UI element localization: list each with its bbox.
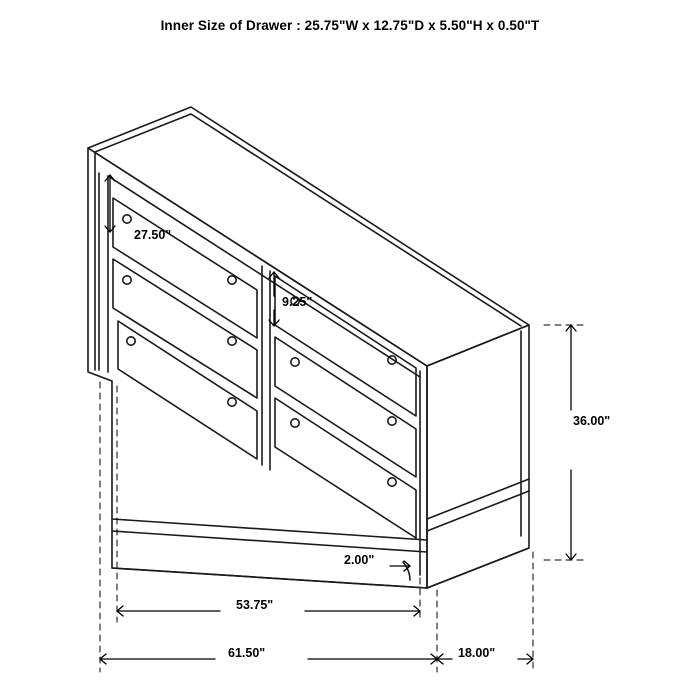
label-total-height: 36.00" [573, 414, 611, 428]
dimension-overall-width [100, 654, 437, 664]
dresser-frame-rails [108, 176, 420, 470]
dresser-base-plinth [112, 548, 529, 588]
dimension-total-height [566, 325, 576, 560]
drawer-top-left[interactable] [113, 198, 257, 338]
label-front-width: 53.75" [236, 598, 274, 612]
page-title: Inner Size of Drawer : 25.75"W x 12.75"D x 5.50"H x 0.50"T [160, 18, 540, 33]
label-drawer-height: 9.25" [282, 295, 313, 309]
dresser-right-side-panel [427, 325, 529, 588]
label-depth: 18.00" [458, 646, 496, 660]
label-overall-width: 61.50" [228, 646, 266, 660]
label-drawer-width: 27.50" [134, 228, 172, 242]
label-base-height: 2.00" [344, 553, 375, 567]
